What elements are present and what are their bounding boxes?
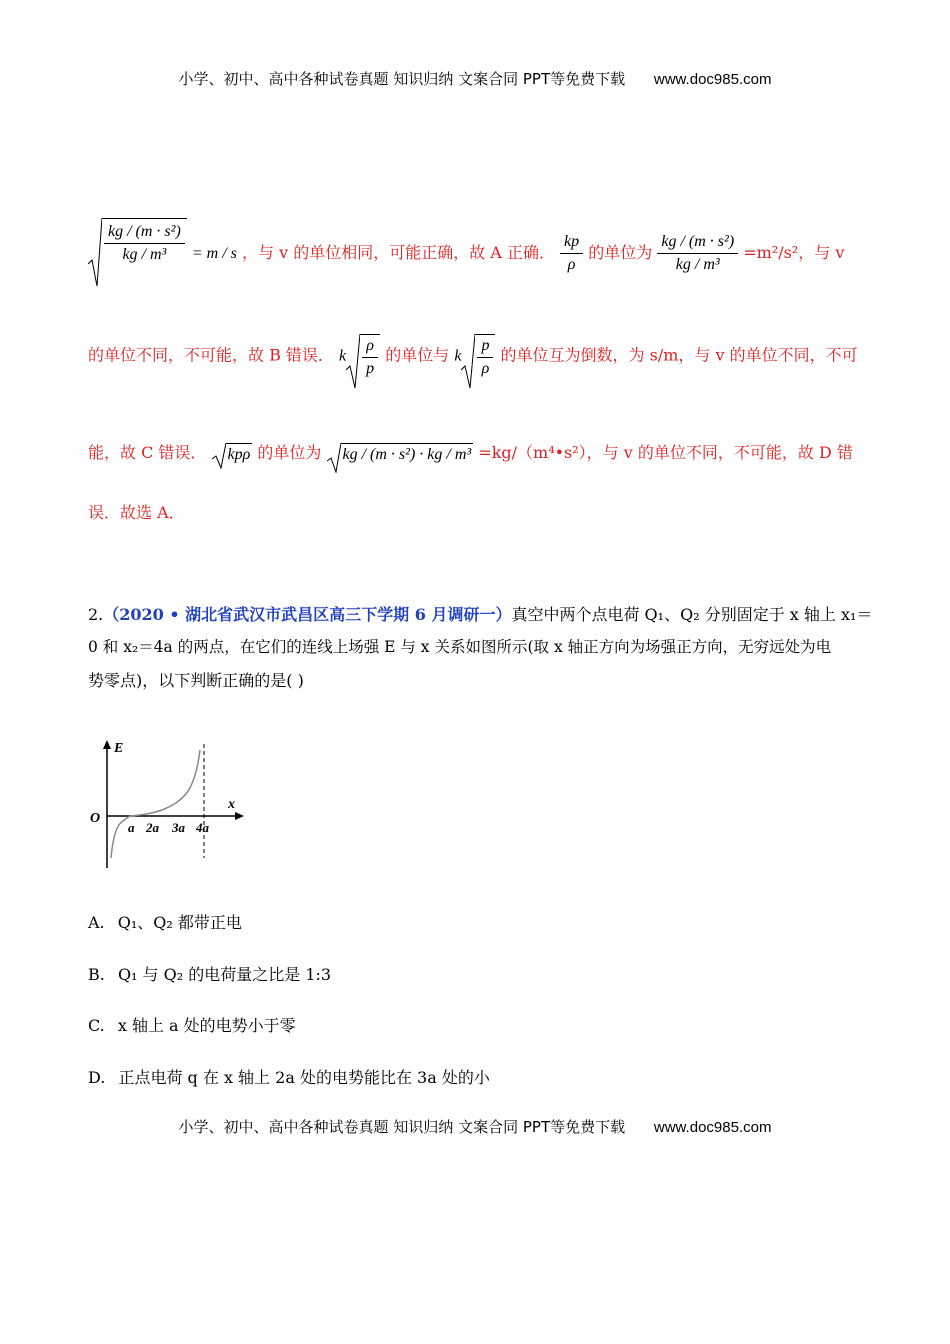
option-text: x 轴上 a 处的电势小于零: [117, 1016, 296, 1035]
sqrt-p-over-rho: [461, 334, 495, 378]
frac-num: kg / (m · s²): [657, 233, 738, 254]
question-text: 势零点)，以下判断正确的是( ): [88, 671, 304, 690]
figure-tick-label: a: [128, 820, 135, 835]
sqrt-expression-1: [88, 218, 187, 289]
figure-tick-label: 4a: [196, 820, 209, 835]
option-text: 正点电荷 q 在 x 轴上 2a 处的电势能比在 3a 处的小: [118, 1068, 490, 1087]
e-x-figure: [86, 736, 256, 876]
frac-den: kg / m³: [122, 246, 167, 263]
solution-line-4: [88, 500, 878, 523]
option-a[interactable]: [88, 910, 242, 933]
header-site-link[interactable]: www.doc985.com: [653, 71, 772, 88]
footer-site-link[interactable]: www.doc985.com: [653, 1119, 772, 1136]
question-number: 2.: [88, 605, 104, 624]
sqrt-units: [327, 443, 474, 464]
frac-num: p: [477, 337, 493, 358]
page-footer: [0, 1116, 950, 1137]
frac-kp-rho: [560, 233, 583, 274]
solution-text: 的单位不同，不可能，故 B 错误．: [88, 345, 334, 365]
sqrt-rho-over-p: [346, 334, 380, 378]
radicand: kg / (m · s²) · kg / m³: [341, 443, 474, 464]
solution-text: 误．故选 A．: [88, 503, 185, 522]
solution-line-3: [88, 440, 878, 464]
option-letter: A.: [88, 913, 105, 932]
question-2: [88, 598, 878, 697]
frac-den: ρ: [567, 256, 576, 273]
eq-m-s: = m / s: [191, 245, 237, 262]
frac-units: [657, 233, 738, 274]
option-letter: B.: [88, 965, 105, 984]
option-c[interactable]: [88, 1013, 296, 1036]
solution-text: =m²/s²，与 v: [743, 243, 845, 262]
frac-den: ρ: [481, 360, 490, 377]
option-d[interactable]: [88, 1065, 490, 1088]
solution-text: 的单位为: [257, 443, 322, 462]
solution-text: =kg/（m⁴•s²），与 v 的单位不同，不可能，故 D 错: [478, 443, 853, 462]
solution-line-2: [88, 334, 878, 378]
frac-num: kp: [560, 233, 583, 254]
math-k: k: [454, 347, 462, 365]
frac-num: kg / (m · s²): [104, 223, 185, 244]
option-text: Q₁ 与 Q₂ 的电荷量之比是 1:3: [117, 965, 332, 984]
question-source: （2020 • 湖北省武汉市武昌区高三下学期 6 月调研一）: [103, 605, 512, 624]
figure-tick-label: 3a: [172, 820, 185, 835]
figure-tick-label: 2a: [146, 820, 159, 835]
figure-origin-label: O: [90, 811, 101, 826]
frac-num: ρ: [362, 337, 378, 358]
solution-text: 能，故 C 错误．: [88, 443, 207, 462]
solution-text: 的单位与: [385, 345, 450, 365]
solution-text: ，与 v 的单位相同，可能正确，故 A 正确．: [242, 243, 555, 262]
option-b[interactable]: [88, 962, 331, 985]
footer-text: 小学、初中、高中各种试卷真题 知识归纳 文案合同 PPT等免费下载: [178, 1118, 626, 1136]
frac-den: kg / m³: [675, 256, 720, 273]
option-text: Q₁、Q₂ 都带正电: [117, 913, 242, 932]
header-text: 小学、初中、高中各种试卷真题 知识归纳 文案合同 PPT等免费下载: [178, 70, 626, 88]
figure-x-label: x: [228, 797, 235, 812]
page-header: [0, 68, 950, 89]
option-letter: C.: [88, 1016, 105, 1035]
option-letter: D.: [88, 1068, 106, 1087]
radicand: kpρ: [226, 443, 253, 464]
solution-line-1: [88, 218, 878, 289]
solution-text: 的单位互为倒数，为 s/m，与 v 的单位不同，不可: [500, 345, 858, 365]
figure-y-label: E: [114, 741, 124, 756]
sqrt-kprho: [212, 443, 253, 464]
solution-text: 的单位为: [588, 243, 653, 262]
math-k: k: [339, 347, 347, 365]
frac-den: p: [366, 360, 375, 377]
question-text: 真空中两个点电荷 Q₁、Q₂ 分别固定于 x 轴上 x₁＝: [511, 605, 873, 624]
question-text: 0 和 x₂＝4a 的两点，在它们的连线上场强 E 与 x 关系如图所示(取 x 轴正方向为场强正方向，无穷远处为电: [88, 638, 832, 656]
